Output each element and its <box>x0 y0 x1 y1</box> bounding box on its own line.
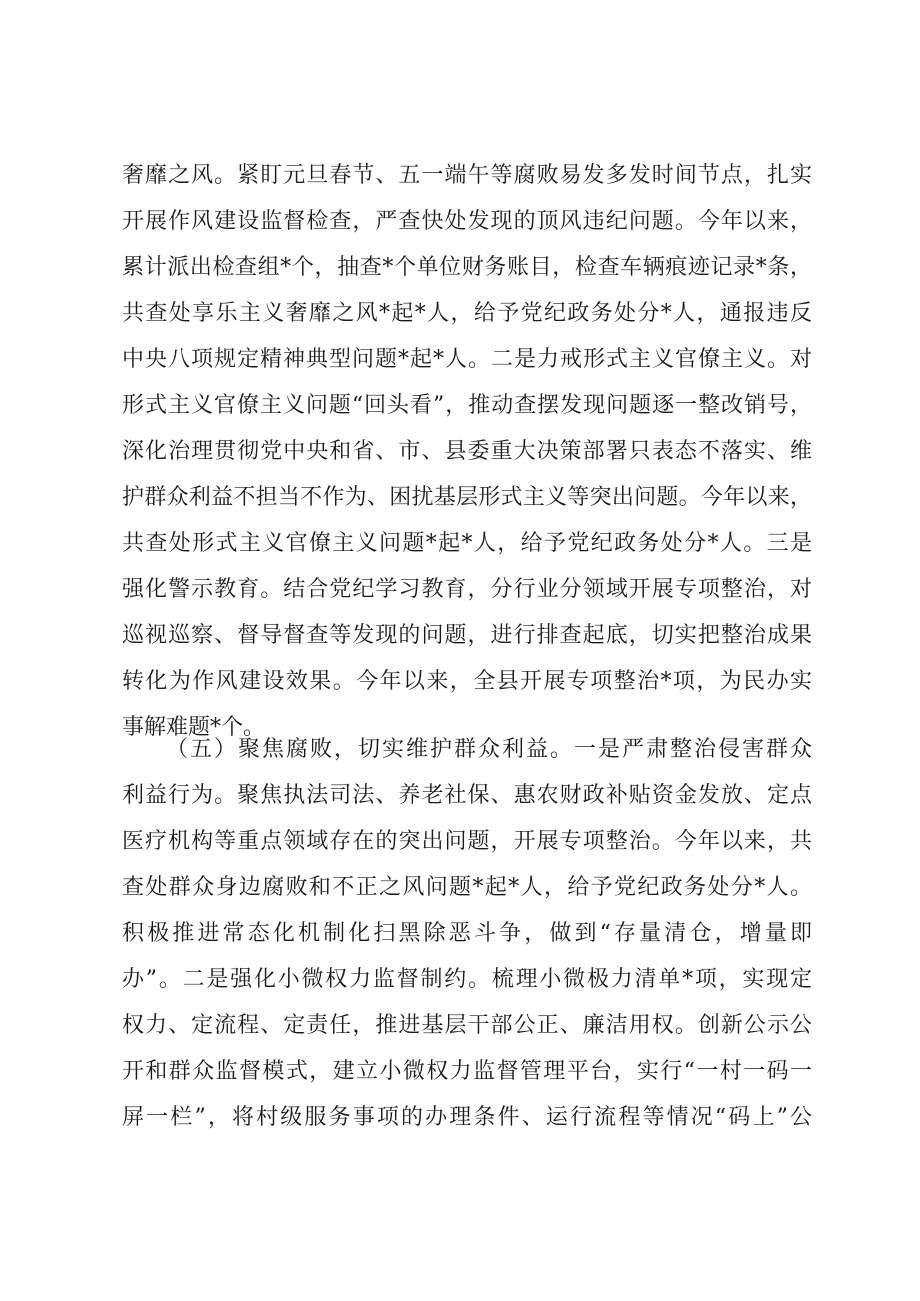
text-line: 奢靡之风。紧盯元旦春节、五一端午等腐败易发多发时间节点，扎实 <box>122 163 812 188</box>
text-line: 中央八项规定精神典型问题*起*人。二是力戒形式主义官僚主义。对 <box>122 347 812 372</box>
text-line: 事解难题*个。 <box>122 715 266 740</box>
text-line: 巡视巡察、督导督查等发现的问题，进行排查起底，切实把整治成果 <box>122 623 812 648</box>
section-five-paragraph <box>122 727 812 1141</box>
text-line: 积极推进常态化机制化扫黑除恶斗争，做到“存量清仓，增量即 <box>122 921 812 946</box>
text-line: 共查处享乐主义奢靡之风*起*人，给予党纪政务处分*人，通报违反 <box>122 301 812 326</box>
text-line: 医疗机构等重点领域存在的突出问题，开展专项整治。今年以来，共 <box>122 829 812 854</box>
text-line: 办”。二是强化小微权力监督制约。梳理小微极力清单*项，实现定 <box>122 967 812 992</box>
section-heading-line: （五）聚焦腐败，切实维护群众利益。一是严肃整治侵害群众 <box>166 737 812 762</box>
text-line: 查处群众身边腐败和不正之风问题*起*人，给予党纪政务处分*人。 <box>122 875 812 900</box>
text-line: 权力、定流程、定责任，推进基层干部公正、廉洁用权。创新公示公 <box>122 1013 812 1038</box>
paragraph-continuation <box>122 153 812 751</box>
text-line: 累计派出检查组*个，抽查*个单位财务账目，检查车辆痕迹记录*条， <box>122 255 812 280</box>
text-line: 形式主义官僚主义问题“回头看”，推动查摆发现问题逐一整改销号， <box>122 393 812 418</box>
text-line: 护群众利益不担当不作为、困扰基层形式主义等突出问题。今年以来， <box>122 485 812 510</box>
text-line: 利益行为。聚焦执法司法、养老社保、惠农财政补贴资金发放、定点 <box>122 783 812 808</box>
text-line: 共查处形式主义官僚主义问题*起*人，给予党纪政务处分*人。三是 <box>122 531 812 556</box>
text-line: 深化治理贯彻党中央和省、市、县委重大决策部署只表态不落实、维 <box>122 439 812 464</box>
text-line: 开和群众监督模式，建立小微权力监督管理平台，实行“一村一码一 <box>122 1059 812 1084</box>
text-line: 转化为作风建设效果。今年以来，全县开展专项整治*项，为民办实 <box>122 669 812 694</box>
text-line: 屏一栏”，将村级服务事项的办理条件、运行流程等情况“码上”公 <box>122 1105 812 1130</box>
text-line: 开展作风建设监督检查，严查快处发现的顶风违纪问题。今年以来， <box>122 209 812 234</box>
text-line: 强化警示教育。结合党纪学习教育，分行业分领域开展专项整治，对 <box>122 577 812 602</box>
